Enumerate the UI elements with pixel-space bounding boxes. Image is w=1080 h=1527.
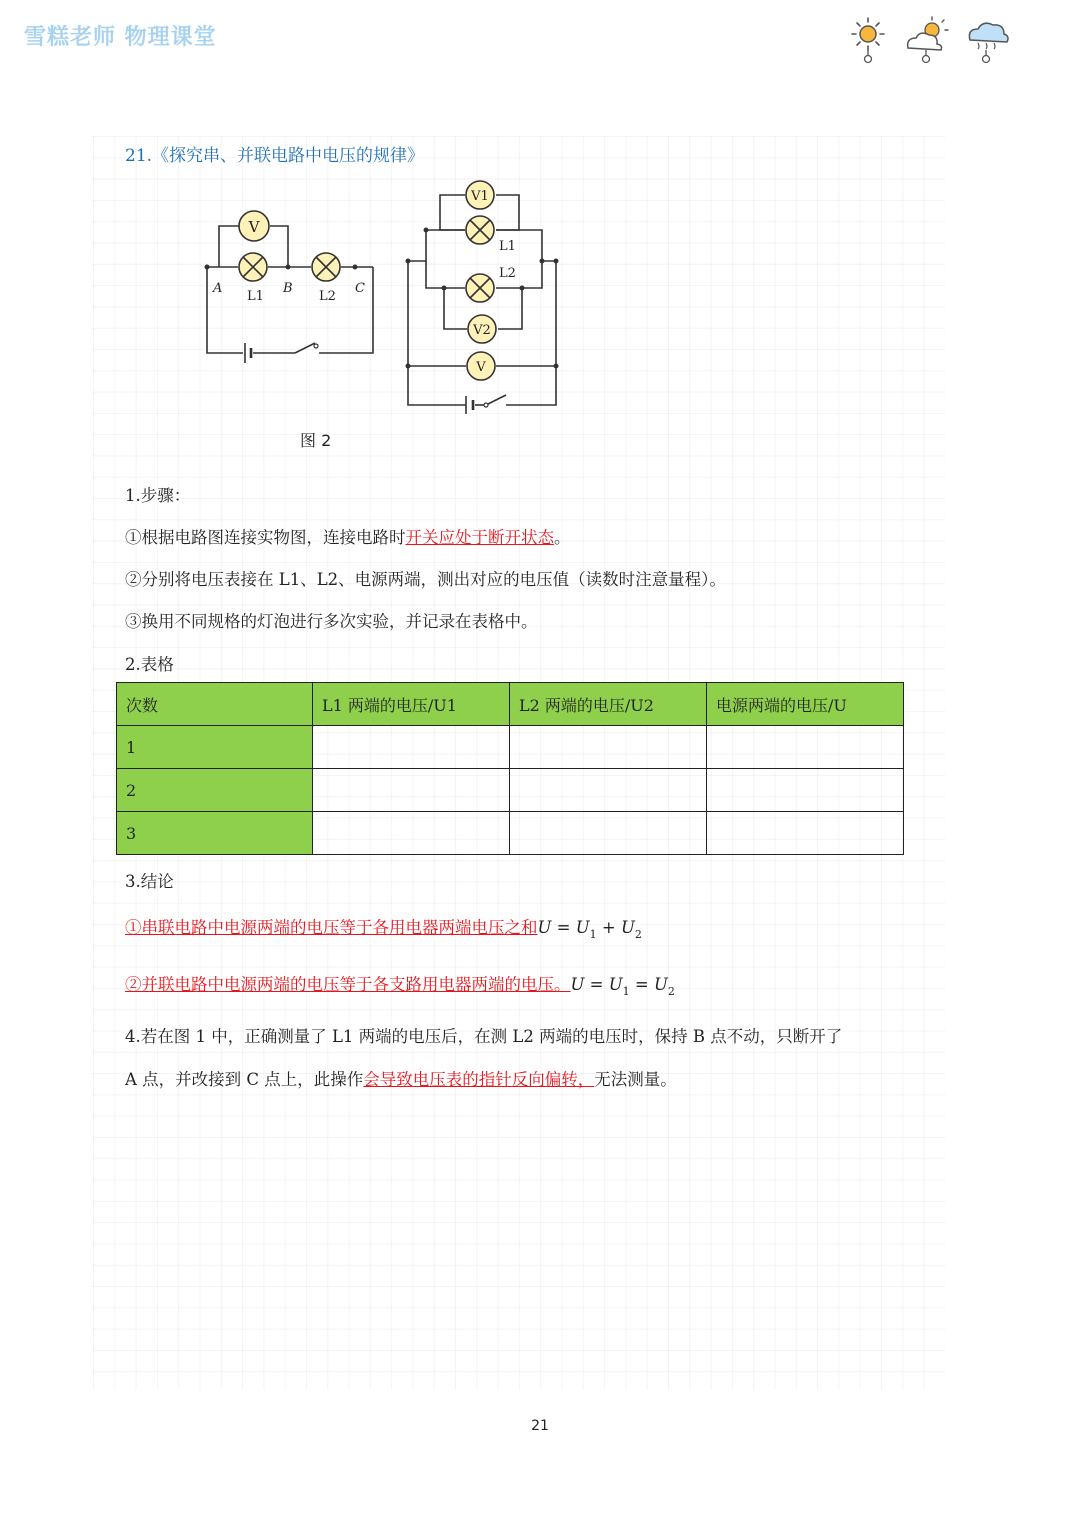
step-1-answer: 开关应处于断开状态 [405,528,554,547]
steps-heading: 1.步骤： [125,486,191,505]
table-row [117,812,904,855]
weather-icons [846,14,1016,70]
header-cell-u: 电源两端的电压/U [707,683,904,726]
formula-parallel: $U = U_1 = U_2$ [570,975,675,998]
table-cell [313,769,510,812]
sun-icon [848,14,888,66]
formula-term: U [570,975,585,994]
partly-cloudy-icon [902,14,952,66]
point-a-label: A [213,281,223,296]
parallel-lamp-l1-label: L1 [499,239,516,254]
parallel-lamp-l2-label: L2 [499,266,516,281]
formula-operator: = [634,975,649,994]
data-table [116,682,904,855]
conclusion-1 [125,914,642,941]
formula-subscript: 2 [667,985,675,998]
table-header-row [117,683,904,726]
table-heading: 2.表格 [125,655,174,674]
experiment-title: 21.《探究串、并联电路中电压的规律》 [125,146,425,166]
question-4-line-1: 4.若在图 1 中，正确测量了 L1 两端的电压后，在测 L2 两端的电压时，保持 B 点不动，只断开了 [125,1027,843,1046]
row-index-cell: 2 [117,769,313,812]
voltmeter-v1-label: V1 [471,189,489,204]
row-index-cell: 1 [117,726,313,769]
formula-term: U [608,975,623,994]
table-cell [707,769,904,812]
header-cell-u2: L2 两端的电压/U2 [510,683,707,726]
formula-series: $U = U_1 + U_2$ [537,918,642,941]
voltmeter-v2-label: V2 [473,323,491,338]
formula-subscript: 1 [589,928,597,941]
point-b-label: B [283,281,293,296]
table-cell [510,726,707,769]
conclusion-heading: 3.结论 [125,872,174,891]
lamp-l2-label: L2 [319,289,336,304]
table-cell [707,726,904,769]
formula-term: U [575,918,590,937]
rain-cloud-icon [964,14,1012,66]
formula-term: U [537,918,552,937]
parallel-circuit-diagram [398,176,568,416]
table-cell [707,812,904,855]
conclusion-1-text: ①串联电路中电源两端的电压等于各用电器两端电压之和 [125,918,538,937]
q4-end: 无法测量。 [594,1070,677,1089]
conclusion-2 [125,971,675,998]
header-cell-u1: L1 两端的电压/U1 [313,683,510,726]
header-cell-count: 次数 [117,683,313,726]
row-index-cell: 3 [117,812,313,855]
brand-title: 雪糕老师 物理课堂 [24,25,217,50]
formula-subscript: 2 [634,928,642,941]
q4-answer: 会导致电压表的指针反向偏转， [363,1070,595,1089]
step-1-end: 。 [554,528,571,547]
table-cell [510,769,707,812]
formula-subscript: 1 [622,985,630,998]
figure-caption: 图 2 [300,431,332,450]
question-4-line-2 [125,1066,677,1090]
point-c-label: C [355,281,365,296]
voltmeter-v-label: V [476,360,486,375]
table-row [117,726,904,769]
step-1-text: ①根据电路图连接实物图，连接电路时 [125,528,406,547]
step-2: ②分别将电压表接在 L1、L2、电源两端，测出对应的电压值（读数时注意量程）。 [125,570,726,589]
conclusion-2-text: ②并联电路中电源两端的电压等于各支路用电器两端的电压。 [125,975,571,994]
table-cell [510,812,707,855]
table-cell [313,812,510,855]
q4-text: A 点，并改接到 C 点上，此操作 [125,1070,364,1089]
series-voltmeter-label: V [248,218,260,236]
page-number: 21 [531,1418,549,1434]
step-1 [125,524,571,548]
table-row [117,769,904,812]
formula-term: U [653,975,668,994]
formula-term: U [620,918,635,937]
table-cell [313,726,510,769]
formula-operator: + [601,918,616,937]
series-circuit-diagram [195,205,385,365]
step-3: ③换用不同规格的灯泡进行多次实验，并记录在表格中。 [125,612,538,631]
lamp-l1-label: L1 [247,289,264,304]
